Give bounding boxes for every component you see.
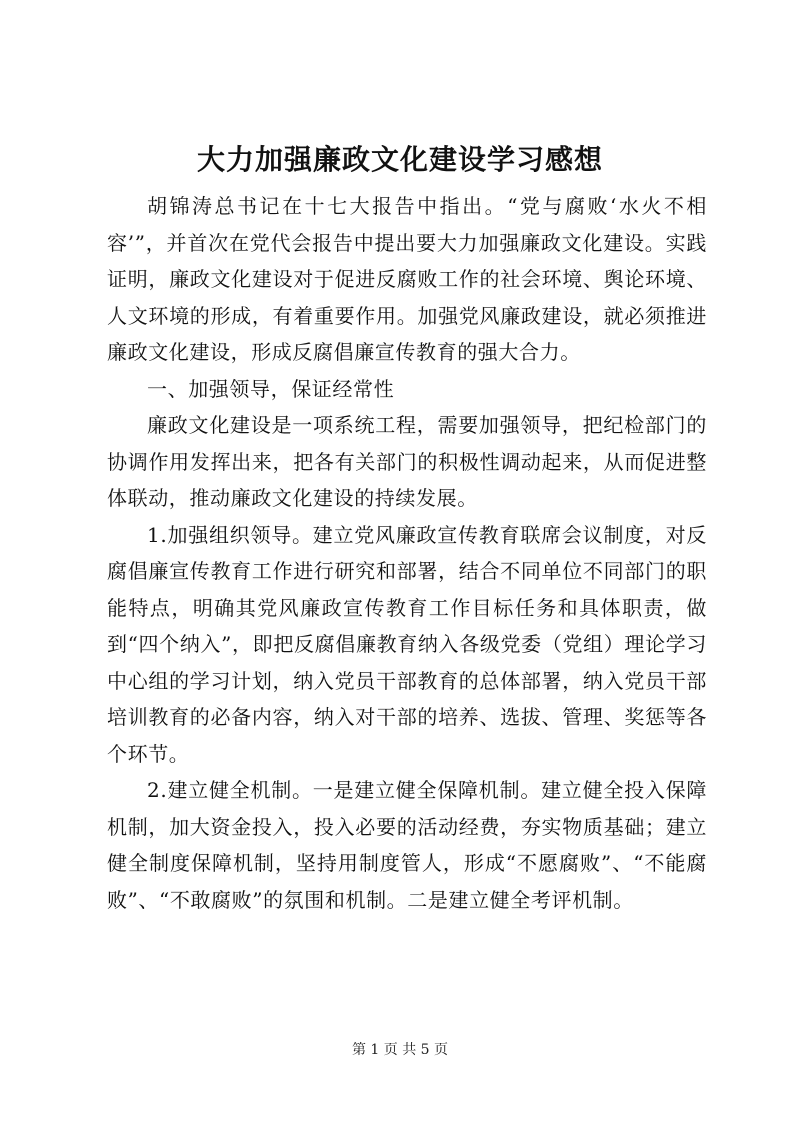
section-heading-1: 一、加强领导，保证经常性	[147, 376, 395, 401]
document-title: 大力加强廉政文化建设学习感想	[196, 143, 603, 176]
paragraph-item-2: 2.建立健全机制。一是建立健全保障机制。建立健全投入保障机制，加大资金投入，投入必要的活动经费，夯实物质基础；建立健全制度保障机制，坚持用制度管人，形成“不愿腐败”、“不能腐败”、“不敢腐败”的氛围和机制。二是建立健全考评机制。	[107, 778, 707, 912]
paragraph-intro: 胡锦涛总书记在十七大报告中指出。“党与腐败‘水火不相容’”，并首次在党代会报告中提出要大力加强廉政文化建设。实践证明，廉政文化建设对于促进反腐败工作的社会环境、舆论环境、人文环境的形成，有着重要作用。加强党风廉政建设，就必须推进廉政文化建设，形成反腐倡廉宣传教育的强大合力。	[107, 194, 707, 364]
paragraph-item-1: 1.加强组织领导。建立党风廉政宣传教育联席会议制度，对反腐倡廉宣传教育工作进行研究和部署，结合不同单位不同部门的职能特点，明确其党风廉政宣传教育工作目标任务和具体职责，做到“四个纳入”，即把反腐倡廉教育纳入各级党委（党组）理论学习中心组的学习计划，纳入党员干部教育的总体部署，纳入党员干部培训教育的必备内容，纳入对干部的培养、选拔、管理、奖惩等各个环节。	[107, 522, 707, 766]
page-number-footer: 第 1 页 共 5 页	[351, 1042, 449, 1058]
document-body	[107, 188, 707, 918]
paragraph-section-1: 廉政文化建设是一项系统工程，需要加强领导，把纪检部门的协调作用发挥出来，把各有关部门的积极性调动起来，从而促进整体联动，推动廉政文化建设的持续发展。	[107, 413, 707, 510]
